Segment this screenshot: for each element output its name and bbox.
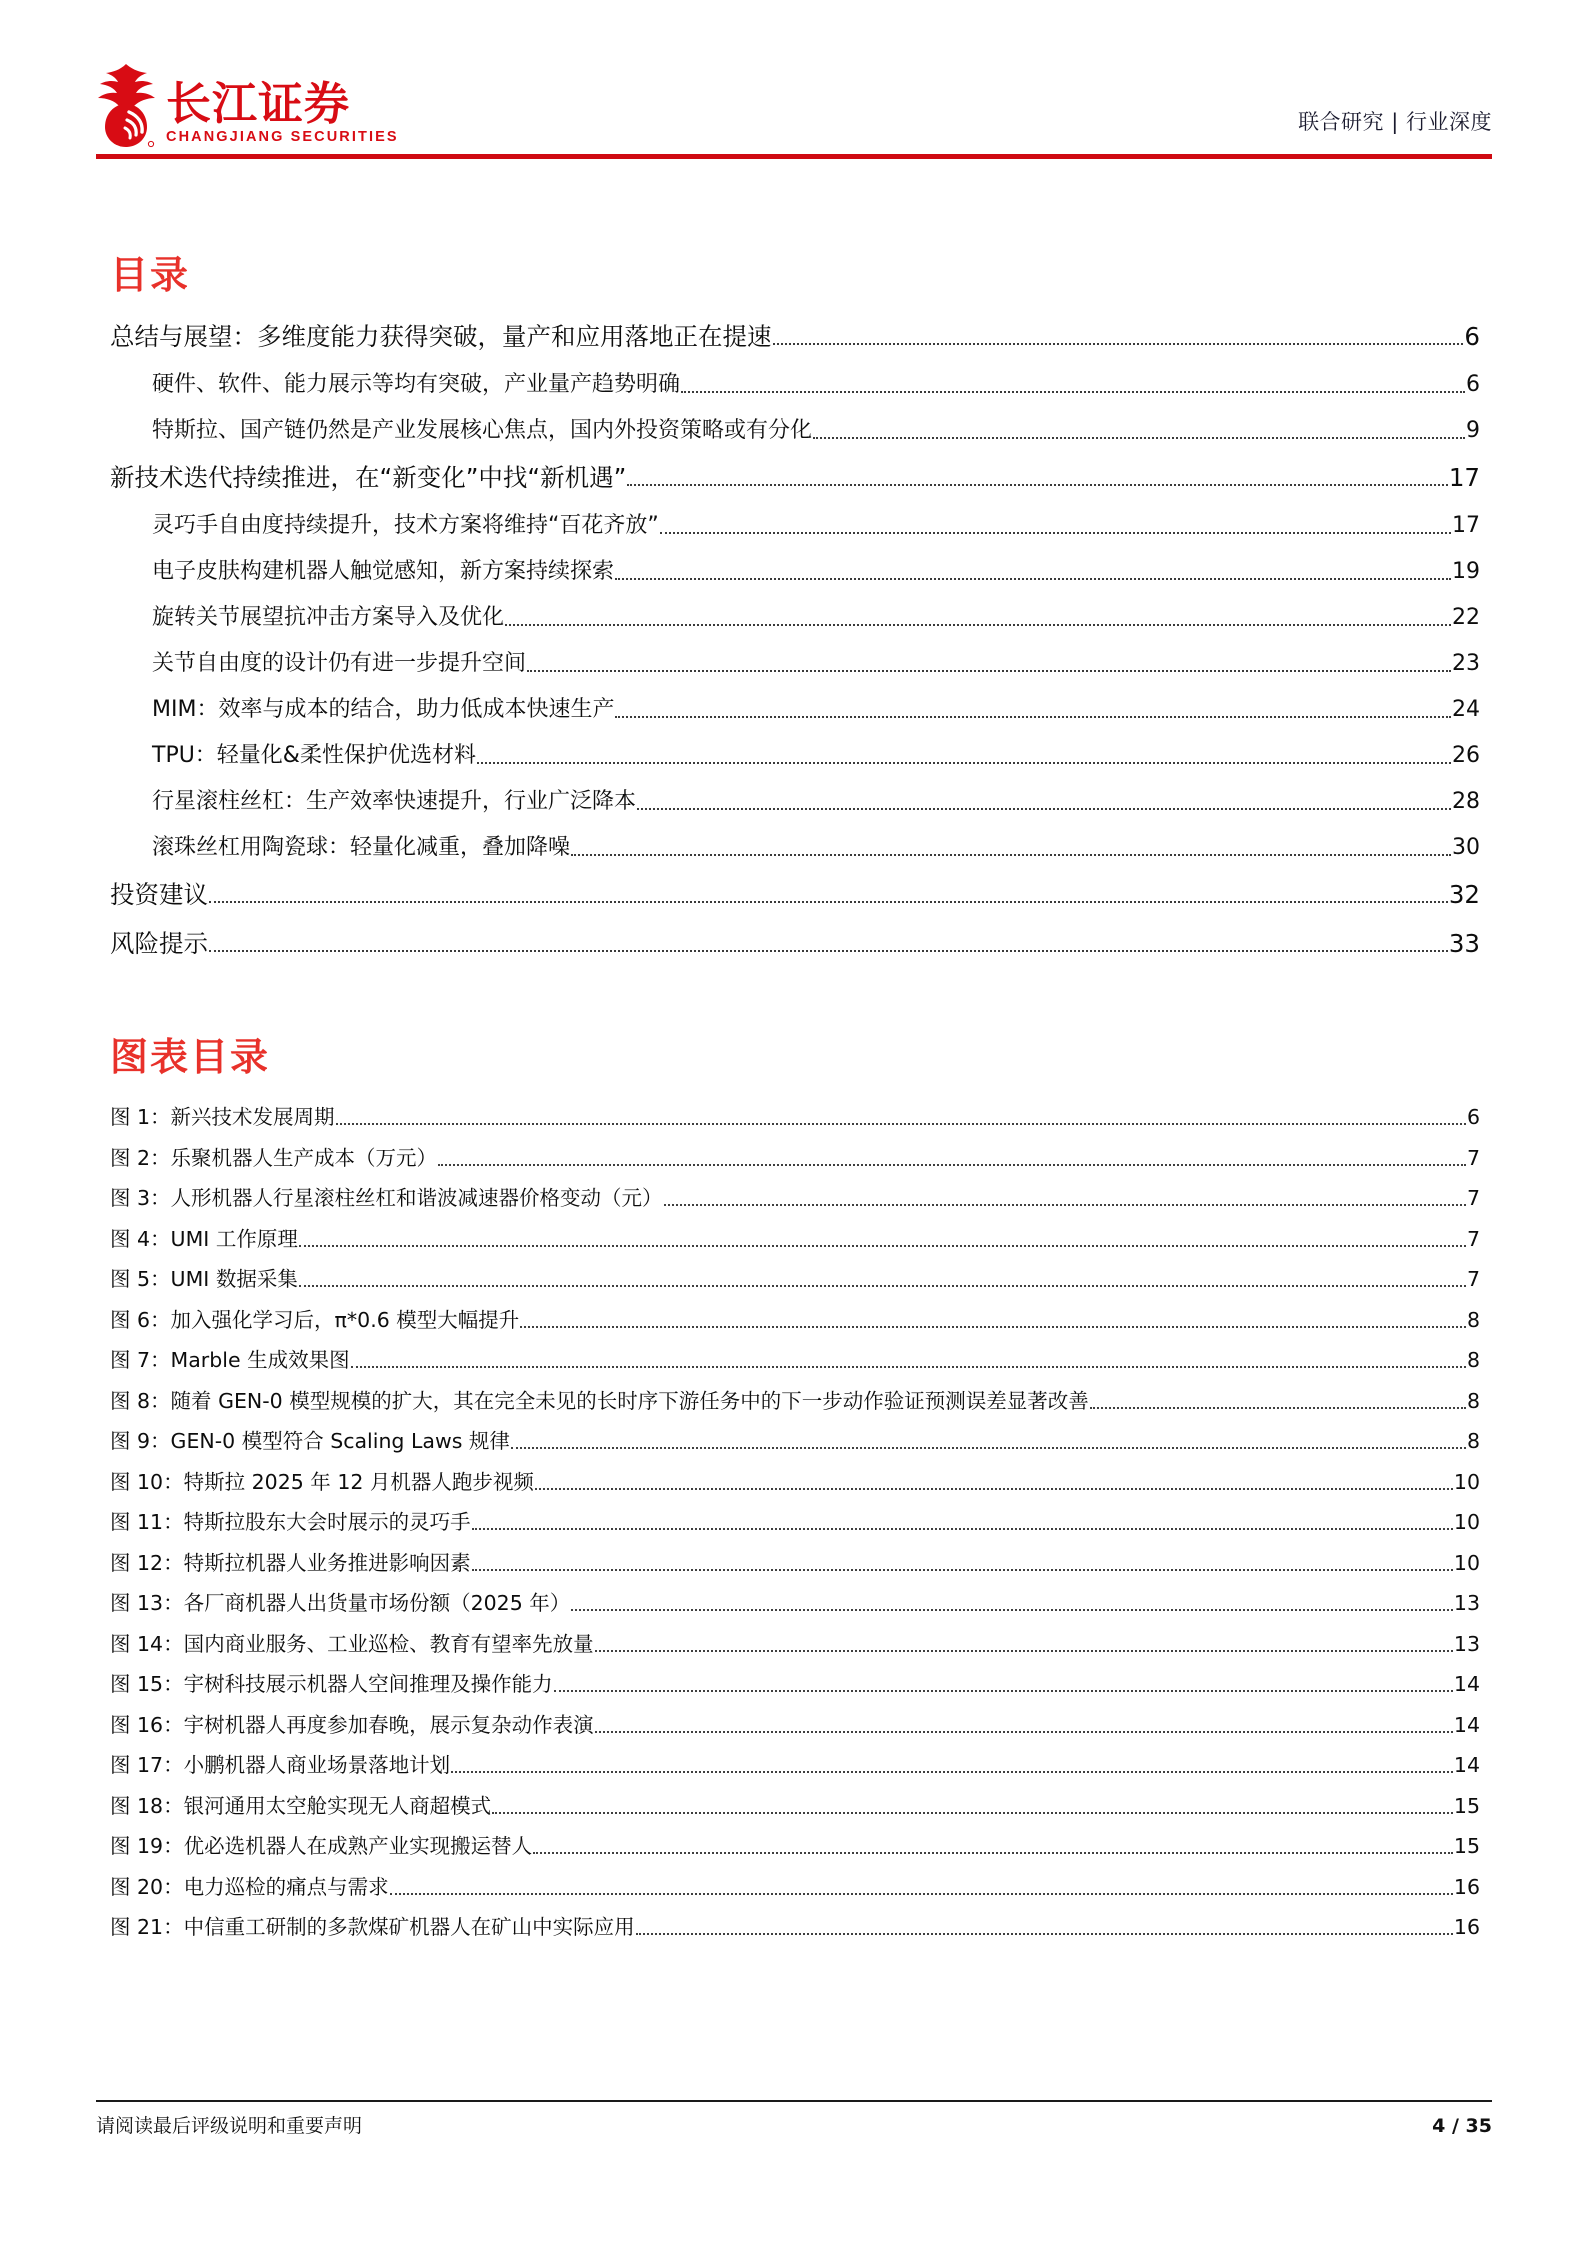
toc-entry[interactable] [110, 927, 1480, 961]
figure-entry-page-number: 10 [1453, 1469, 1480, 1494]
page-footer [96, 2112, 1492, 2140]
dot-leader [554, 1689, 1453, 1692]
toc-entry-page-number: 33 [1448, 929, 1480, 958]
company-logo [96, 56, 399, 148]
brand-wordmark [166, 77, 399, 148]
figure-entry[interactable] [110, 1102, 1480, 1132]
toc-entry-label: MIM：效率与成本的结合，助力低成本快速生产 [152, 697, 615, 722]
dot-leader [351, 1365, 1466, 1368]
figure-entry[interactable] [110, 1386, 1480, 1416]
toc-entry-page-number: 9 [1466, 418, 1480, 443]
header-subtitle: 联合研究 | 行业深度 [1298, 110, 1492, 134]
toc-entry-label: 行星滚柱丝杠：生产效率快速提升，行业广泛降本 [152, 789, 637, 814]
toc-entry-page-number: 28 [1452, 789, 1480, 814]
dot-leader [681, 390, 1465, 393]
figure-entry-page-number: 8 [1466, 1348, 1480, 1372]
toc-entry[interactable] [110, 878, 1480, 912]
figure-entry-page-number: 15 [1453, 1793, 1480, 1818]
dot-leader [615, 715, 1451, 718]
dot-leader [477, 761, 1451, 764]
figure-entry-label: 图 7：Marble 生成效果图 [110, 1348, 350, 1372]
figure-entry-page-number: 16 [1453, 1874, 1480, 1899]
dot-leader [472, 1568, 1453, 1571]
dot-leader [535, 1487, 1453, 1490]
toc-entry-label: 滚珠丝杠用陶瓷球：轻量化减重，叠加降噪 [152, 835, 571, 860]
figure-entry-page-number: 7 [1466, 1186, 1480, 1210]
figure-entry[interactable] [110, 1791, 1480, 1821]
figure-entry-label: 图 19：优必选机器人在成熟产业实现搬运替人 [110, 1834, 533, 1858]
toc-entry-page-number: 22 [1452, 605, 1480, 630]
toc-entry-page-number: 32 [1448, 880, 1480, 909]
toc-entry-label: 投资建议 [110, 880, 208, 909]
figure-entry[interactable] [110, 1305, 1480, 1335]
dot-leader [773, 342, 1464, 345]
figure-entry[interactable] [110, 1912, 1480, 1942]
dot-leader [505, 623, 1451, 626]
figure-entry-page-number: 16 [1453, 1915, 1480, 1939]
dot-leader [299, 1284, 1466, 1287]
figure-entry-page-number: 8 [1466, 1307, 1480, 1332]
figure-entry-label: 图 5：UMI 数据采集 [110, 1267, 298, 1291]
toc-entry-page-number: 17 [1448, 463, 1480, 492]
dot-leader [571, 853, 1451, 856]
toc-entry[interactable] [110, 786, 1480, 818]
toc-entry-label: 特斯拉、国产链仍然是产业发展核心焦点，国内外投资策略或有分化 [152, 418, 813, 443]
figure-entry-page-number: 10 [1453, 1550, 1480, 1575]
dot-leader [636, 1932, 1453, 1935]
toc-entry[interactable] [110, 320, 1480, 354]
dot-leader [520, 1325, 1466, 1328]
figure-entry-page-number: 8 [1466, 1388, 1480, 1413]
figure-entry-label: 图 10：特斯拉 2025 年 12 月机器人跑步视频 [110, 1469, 534, 1494]
toc-entry[interactable] [110, 648, 1480, 680]
toc-entry-page-number: 6 [1464, 322, 1480, 351]
figure-entry-page-number: 10 [1453, 1510, 1480, 1534]
dot-leader [511, 1446, 1466, 1449]
page-number: 4 / 35 [1432, 2115, 1492, 2137]
toc-entry[interactable] [110, 461, 1480, 495]
header-divider [96, 154, 1492, 159]
dot-leader [813, 436, 1465, 439]
dot-leader [299, 1244, 1466, 1247]
figure-entry[interactable] [110, 1426, 1480, 1456]
toc-heading: 目录 [110, 253, 191, 297]
figure-entry-label: 图 3：人形机器人行星滚柱丝杠和谐波减速器价格变动（元） [110, 1186, 663, 1210]
toc-entry[interactable] [110, 740, 1480, 772]
dot-leader [627, 483, 1448, 486]
dot-leader [209, 949, 1448, 952]
toc-entry-page-number: 26 [1452, 743, 1480, 768]
toc-entry[interactable] [110, 602, 1480, 634]
figure-entry-label: 图 15：宇树科技展示机器人空间推理及操作能力 [110, 1672, 553, 1696]
figure-entry-page-number: 13 [1453, 1591, 1480, 1615]
dot-leader [336, 1122, 1466, 1125]
figure-entry-label: 图 4：UMI 工作原理 [110, 1226, 298, 1251]
figure-entry-page-number: 14 [1453, 1753, 1480, 1777]
figure-entry-label: 图 20：电力巡检的痛点与需求 [110, 1874, 389, 1899]
toc-entry-label: 总结与展望：多维度能力获得突破，量产和应用落地正在提速 [110, 322, 772, 351]
figure-entry[interactable] [110, 1629, 1480, 1659]
figure-entry-page-number: 8 [1466, 1429, 1480, 1453]
changjiang-flame-logo-icon [96, 62, 156, 148]
toc-entry[interactable] [110, 832, 1480, 864]
figure-entry-label: 图 1：新兴技术发展周期 [110, 1105, 335, 1129]
table-of-contents [110, 320, 1480, 961]
figure-entry-label: 图 11：特斯拉股东大会时展示的灵巧手 [110, 1510, 471, 1534]
figure-entry-page-number: 7 [1466, 1226, 1480, 1251]
page-header [96, 52, 1492, 148]
dot-leader [209, 900, 1448, 903]
figure-entry-label: 图 8：随着 GEN-0 模型规模的扩大，其在完全未见的长时序下游任务中的下一步动作验证预测误差显著改善 [110, 1388, 1089, 1413]
toc-entry-page-number: 19 [1452, 559, 1480, 584]
dot-leader [615, 577, 1451, 580]
figure-entry-label: 图 21：中信重工研制的多款煤矿机器人在矿山中实际应用 [110, 1915, 635, 1939]
dot-leader [660, 531, 1451, 534]
brand-name-en: CHANGJIANG SECURITIES [166, 129, 399, 145]
toc-entry-page-number: 30 [1452, 835, 1480, 860]
figure-entry[interactable] [110, 1183, 1480, 1213]
dot-leader [1090, 1406, 1466, 1409]
toc-entry-label: 灵巧手自由度持续提升，技术方案将维持“百花齐放” [152, 513, 659, 538]
figure-entry[interactable] [110, 1831, 1480, 1861]
toc-entry[interactable] [110, 415, 1480, 447]
figure-entry[interactable] [110, 1750, 1480, 1780]
toc-entry[interactable] [110, 694, 1480, 726]
section-spacer [110, 976, 1480, 1034]
toc-entry-page-number: 6 [1466, 372, 1480, 397]
figure-entry-page-number: 14 [1453, 1712, 1480, 1737]
figure-entry[interactable] [110, 1710, 1480, 1740]
toc-entry-page-number: 23 [1452, 651, 1480, 676]
toc-entry-label: 新技术迭代持续推进，在“新变化”中找“新机遇” [110, 463, 627, 492]
brand-name-cn: 长江证券 [166, 77, 351, 130]
dot-leader [533, 1851, 1453, 1854]
figure-entry[interactable] [110, 1548, 1480, 1578]
figure-entry-label: 图 14：国内商业服务、工业巡检、教育有望率先放量 [110, 1631, 594, 1656]
dot-leader [664, 1203, 1466, 1206]
dot-leader [595, 1730, 1453, 1733]
figure-entry-page-number: 15 [1453, 1834, 1480, 1858]
figure-entry[interactable] [110, 1224, 1480, 1254]
dot-leader [527, 669, 1451, 672]
footer-disclaimer: 请阅读最后评级说明和重要声明 [96, 2115, 363, 2137]
figure-entry-page-number: 13 [1453, 1631, 1480, 1656]
dot-leader [472, 1527, 1453, 1530]
toc-entry[interactable] [110, 510, 1480, 542]
toc-entry-label: 风险提示 [110, 929, 208, 958]
toc-entry[interactable] [110, 556, 1480, 588]
figure-entry-label: 图 6：加入强化学习后，π*0.6 模型大幅提升 [110, 1307, 520, 1332]
figure-list-heading: 图表目录 [110, 1035, 271, 1079]
figure-entry-label: 图 2：乐聚机器人生产成本（万元） [110, 1145, 438, 1170]
figure-entry-label: 图 16：宇树机器人再度参加春晚，展示复杂动作表演 [110, 1712, 594, 1737]
toc-entry-label: 旋转关节展望抗冲击方案导入及优化 [152, 605, 505, 630]
toc-entry[interactable] [110, 369, 1480, 401]
figure-entry[interactable] [110, 1467, 1480, 1497]
figure-entry-label: 图 9：GEN-0 模型符合 Scaling Laws 规律 [110, 1429, 510, 1453]
figure-entry-page-number: 6 [1466, 1105, 1480, 1129]
dot-leader [492, 1811, 1453, 1814]
toc-entry-label: 硬件、软件、能力展示等均有突破，产业量产趋势明确 [152, 372, 681, 397]
dot-leader [451, 1770, 1453, 1773]
figure-entry[interactable] [110, 1345, 1480, 1375]
figure-entry[interactable] [110, 1588, 1480, 1618]
dot-leader [595, 1649, 1453, 1652]
toc-entry-page-number: 24 [1452, 697, 1480, 722]
dot-leader [390, 1892, 1453, 1895]
figure-entry-label: 图 12：特斯拉机器人业务推进影响因素 [110, 1550, 471, 1575]
figure-entry-label: 图 17：小鹏机器人商业场景落地计划 [110, 1753, 451, 1777]
toc-entry-label: 电子皮肤构建机器人触觉感知，新方案持续探索 [152, 559, 615, 584]
toc-entry-label: TPU：轻量化&柔性保护优选材料 [152, 743, 476, 768]
dot-leader [438, 1163, 1466, 1166]
dot-leader [571, 1608, 1453, 1611]
page-content [110, 252, 1480, 1953]
figure-entry[interactable] [110, 1264, 1480, 1294]
toc-entry-label: 关节自由度的设计仍有进一步提升空间 [152, 651, 527, 676]
figure-entry[interactable] [110, 1669, 1480, 1699]
toc-entry-page-number: 17 [1452, 513, 1480, 538]
figure-entry-label: 图 13：各厂商机器人出货量市场份额（2025 年） [110, 1591, 571, 1615]
dot-leader [637, 807, 1451, 810]
figure-entry-page-number: 7 [1466, 1267, 1480, 1291]
figure-entry-page-number: 7 [1466, 1145, 1480, 1170]
figure-list [110, 1102, 1480, 1942]
figure-entry[interactable] [110, 1507, 1480, 1537]
footer-divider [96, 2100, 1492, 2102]
figure-entry[interactable] [110, 1143, 1480, 1173]
figure-entry-label: 图 18：银河通用太空舱实现无人商超模式 [110, 1793, 492, 1818]
figure-entry-page-number: 14 [1453, 1672, 1480, 1696]
figure-entry[interactable] [110, 1872, 1480, 1902]
